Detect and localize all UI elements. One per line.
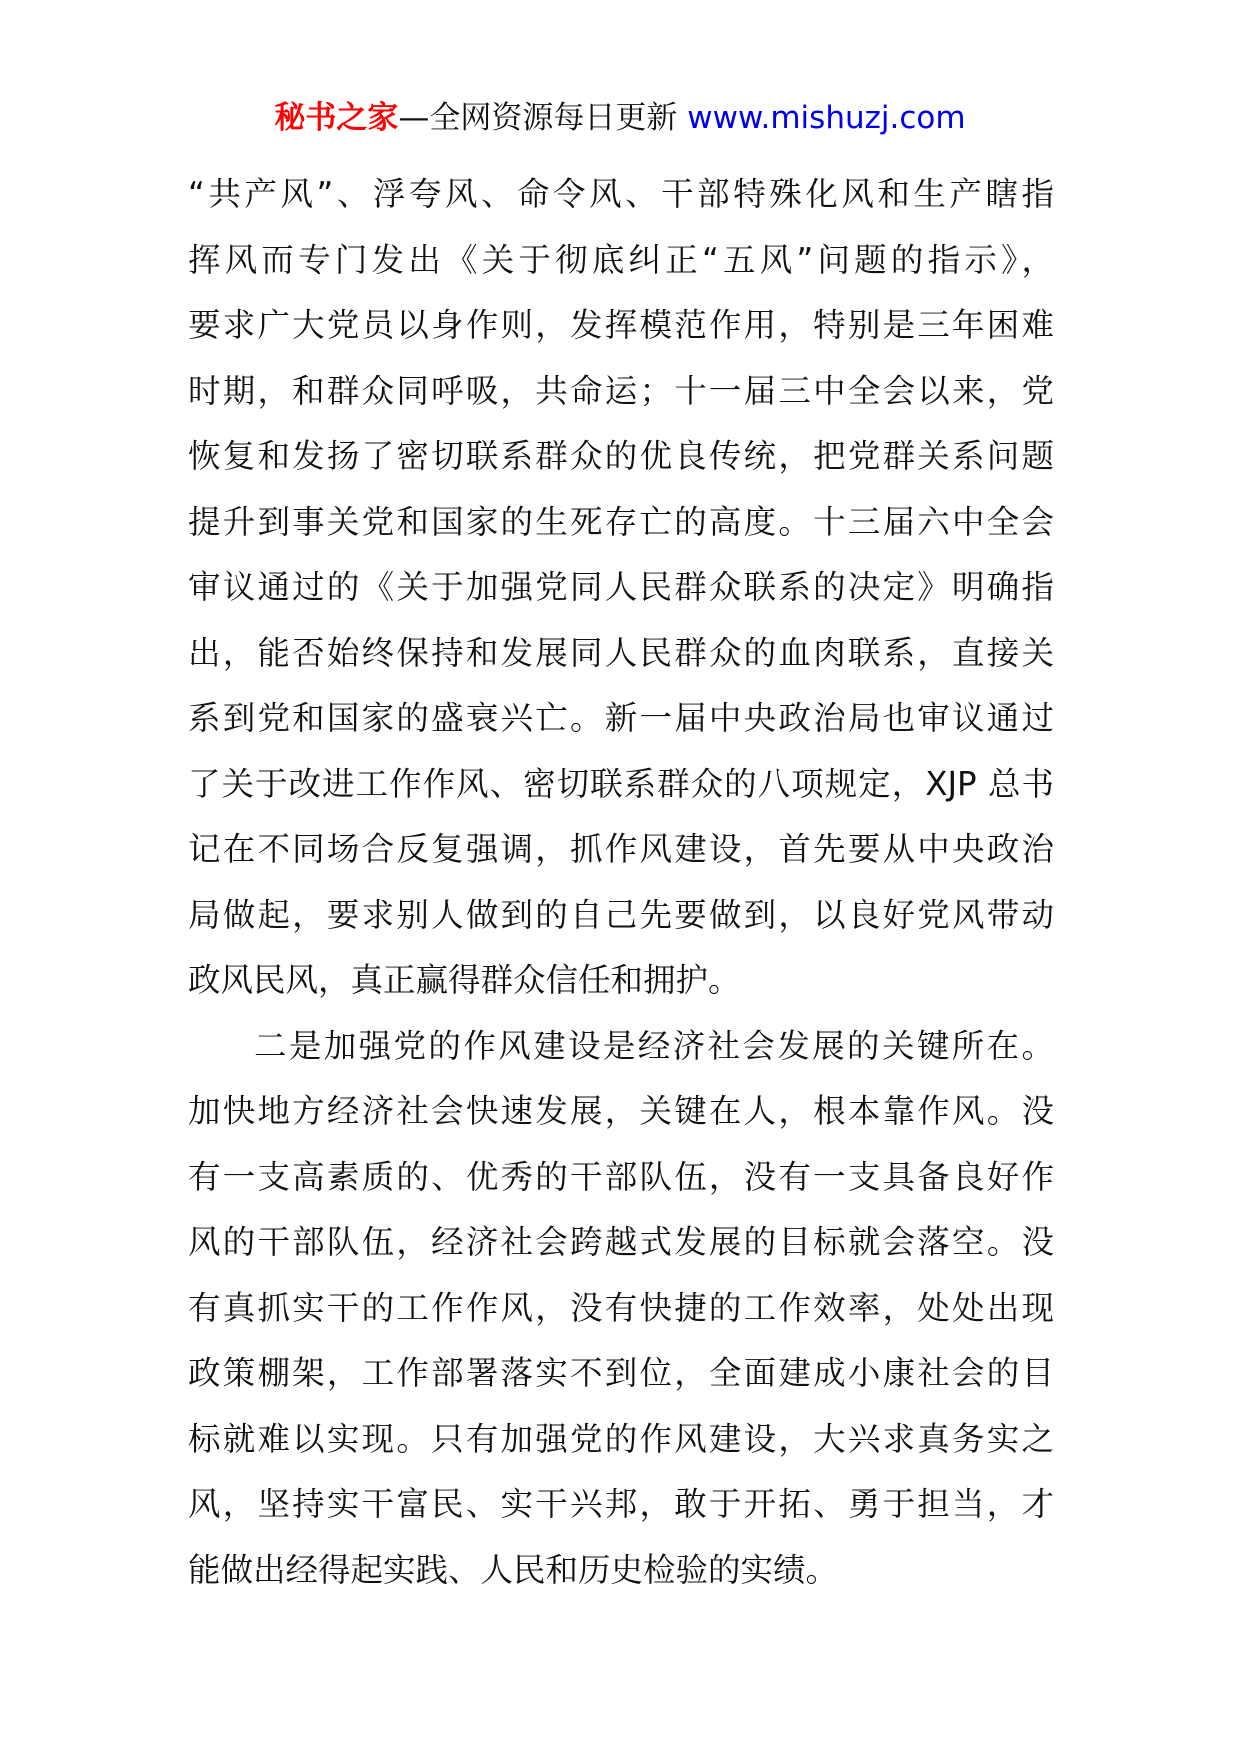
text-line: 政策棚架，工作部署落实不到位，全面建成小康社会的目 xyxy=(188,1354,1054,1392)
header-brand: 秘书之家 xyxy=(274,100,399,136)
text-line: 挥风而专门发出《关于彻底纠正“五风”问题的指示》， xyxy=(188,240,1054,279)
text-line: 要求广大党员以身作则，发挥模范作用，特别是三年困难 xyxy=(188,306,1054,344)
text-line-paragraph-end: 能做出经得起实践、人民和历史检验的实绩。 xyxy=(188,1550,839,1589)
text-line: 风的干部队伍，经济社会跨越式发展的目标就会落空。没 xyxy=(188,1223,1054,1261)
text-line-paragraph-end: 政风民风，真正赢得群众信任和拥护。 xyxy=(188,961,741,999)
document-body xyxy=(188,162,1054,1603)
text-line: 出，能否始终保持和发展同人民群众的血肉联系，直接关 xyxy=(188,633,1054,672)
text-line: 了关于改进工作作风、密切联系群众的八项规定，XJP 总书 xyxy=(188,764,1054,803)
text-line: 有一支高素质的、优秀的干部队伍，没有一支具备良好作 xyxy=(188,1157,1054,1196)
page-header xyxy=(0,96,1240,140)
text-line: 加快地方经济社会快速发展，关键在人，根本靠作风。没 xyxy=(188,1092,1054,1130)
text-line: 恢复和发扬了密切联系群众的优良传统，把党群关系问题 xyxy=(188,437,1054,475)
text-line: 局做起，要求别人做到的自己先要做到，以良好党风带动 xyxy=(188,895,1054,934)
header-url-link[interactable]: www.mishuzj.com xyxy=(687,100,966,136)
text-line: 提升到事关党和国家的生死存亡的高度。十三届六中全会 xyxy=(188,502,1054,541)
text-line-paragraph-start: 二是加强党的作风建设是经济社会发展的关键所在。 xyxy=(254,1026,1054,1065)
text-line: 风，坚持实干富民、实干兴邦，敢于开拓、勇于担当，才 xyxy=(188,1485,1054,1523)
header-slogan: —全网资源每日更新 xyxy=(398,100,678,136)
text-line: 记在不同场合反复强调，抓作风建设，首先要从中央政治 xyxy=(188,830,1054,868)
text-line: 标就难以实现。只有加强党的作风建设，大兴求真务实之 xyxy=(188,1419,1054,1458)
text-line: 时期，和群众同呼吸，共命运；十一届三中全会以来，党 xyxy=(188,371,1054,410)
text-line: “共产风”、浮夸风、命令风、干部特殊化风和生产瞎指 xyxy=(188,175,1054,213)
text-line: 审议通过的《关于加强党同人民群众联系的决定》明确指 xyxy=(188,568,1054,606)
text-line: 有真抓实干的工作作风，没有快捷的工作效率，处处出现 xyxy=(188,1288,1054,1327)
text-line: 系到党和国家的盛衰兴亡。新一届中央政治局也审议通过 xyxy=(188,699,1054,737)
